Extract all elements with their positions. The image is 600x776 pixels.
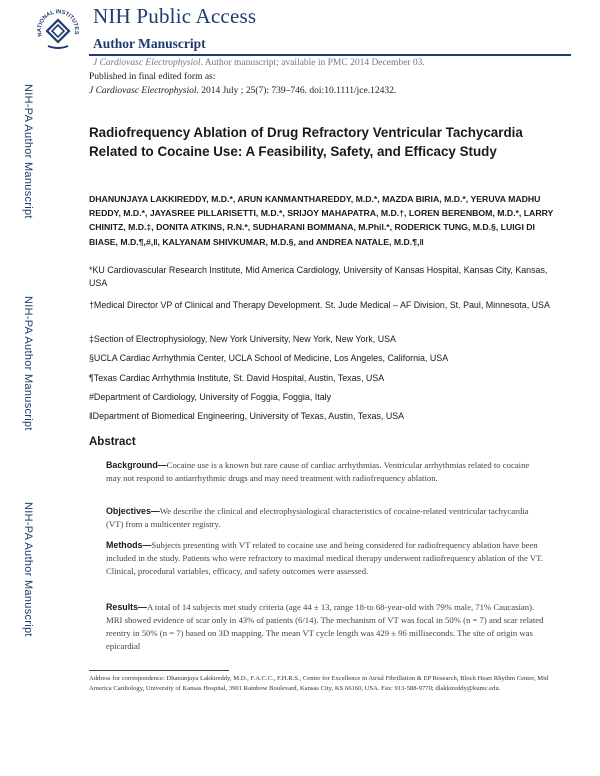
- affiliation: †Medical Director VP of Clinical and Therapy Development. St. Jude Medical – AF Division, St. Paul, Minnesota, USA: [89, 300, 550, 310]
- citation-journal: J Cardiovasc Electrophysiol: [89, 86, 197, 96]
- author-manuscript-label: Author Manuscript: [93, 36, 206, 51]
- side-label-top: NIH-PA Author Manuscript: [22, 84, 34, 219]
- article-title: Radiofrequency Ablation of Drug Refractory Ventricular Tachycardia Related to Cocaine Use: A Feasibility, Safety, and Efficacy Study: [89, 125, 523, 159]
- availability-text: . Author manuscript; available in PMC 2014 December 03.: [200, 58, 425, 68]
- correspondence-footnote[interactable]: Address for correspondence: Dhanunjaya Lakkireddy, M.D., F.A.C.C., F.H.R.S., Center for Excellence in Atrial Fibrillation & EP Research, Bloch Heart Rhythm Center, Mid America Cardiology, University of Kansas Hospital, 3901 Rainbow Boulevard, Kansas City, KS 66160, USA. Fax: 913-588-9770; dlakkireddy@kumc.edu.: [89, 675, 549, 692]
- affiliation: ‡Section of Electrophysiology, New York University, New York, New York, USA: [89, 334, 396, 344]
- citation: [89, 86, 396, 96]
- section-label: Results—: [106, 602, 147, 612]
- affiliation: §UCLA Cardiac Arrhythmia Center, UCLA School of Medicine, Los Angeles, California, USA: [89, 353, 449, 363]
- section-text: Cocaine use is a known but rare cause of cardiac arrhythmias. Ventricular arrhythmias related to cocaine may not respond to antiarrhythmic drugs and may need treatment with radiofrequency ablation.: [106, 460, 530, 483]
- abstract-heading: Abstract: [89, 436, 136, 448]
- author-list: DHANUNJAYA LAKKIREDDY, M.D.*, ARUN KANMANTHAREDDY, M.D.*, MAZDA BIRIA, M.D.*, YERUVA MADHU REDDY, M.D.*, JAYASREE PILLARISETTI, M.D.*, SRIJOY MAHAPATRA, M.D.†, LOREN BERENBOM, M.D.*, LARRY CHINITZ, M.D.‡, DONITA ATKINS, R.N.*, SUDHARANI BOMMANA, M.Phil.*, RODERICK TUNG, M.D.§, LUIGI DI BIASE, M.D.¶,#,‖, KALYANAM SHIVKUMAR, M.D.§, and ANDREA NATALE, M.D.¶,‖: [89, 194, 554, 247]
- footnote-divider: [89, 670, 229, 671]
- section-text: We describe the clinical and electrophysiological characteristics of cocaine-related ventricular tachycardia (VT) from a multicenter registry.: [106, 506, 529, 529]
- logo-lettering: NATIONAL INSTITUTES: [36, 9, 80, 38]
- availability-line: [93, 58, 425, 68]
- section-label: Background—: [106, 460, 167, 470]
- affiliation: #Department of Cardiology, University of Foggia, Foggia, Italy: [89, 392, 332, 402]
- published-label: Published in final edited form as:: [89, 72, 216, 82]
- side-label-middle: NIH-PA Author Manuscript: [22, 296, 34, 431]
- nih-logo: [34, 6, 82, 54]
- header-divider: [89, 54, 571, 56]
- section-text: Subjects presenting with VT related to cocaine use and being considered for radiofrequency ablation have been included in the study. Patients who were refractory to maximal medical therapy underwent radiofrequency ablation of the VT. Clinical, procedural variables, efficacy, and safety outcomes were assessed.: [106, 540, 543, 576]
- section-label: Methods—: [106, 540, 152, 550]
- citation-details: . 2014 July ; 25(7): 739–746. doi:10.1111/jce.12432.: [196, 86, 397, 96]
- abstract-background: [106, 459, 546, 485]
- nih-public-access-title: NIH Public Access: [93, 4, 257, 28]
- section-text: A total of 14 subjects met study criteria (age 44 ± 13, range 18-to 68-year-old with 79% male, 71% Caucasian). MRI showed evidence of scar only in 43% of patients (6/14). The mechanism of VT was focal in 50% (n = 7) and scar related reentry in 50% (n = 7) based on 3D mapping. The mean VT cycle length was 429 ± 96 milliseconds. The site of origin was epicardial: [106, 602, 544, 651]
- abstract-objectives: [106, 505, 546, 531]
- affiliation: *KU Cardiovascular Research Institute, Mid America Cardiology, University of Kansas Hospital, Kansas City, Kansas, USA: [89, 265, 548, 288]
- affiliation: ‖Department of Biomedical Engineering, University of Texas, Austin, Texas, USA: [89, 411, 405, 421]
- section-label: Objectives—: [106, 506, 160, 516]
- side-label-bottom: NIH-PA Author Manuscript: [22, 502, 34, 637]
- affiliation: ¶Texas Cardiac Arrhythmia Institute, St. David Hospital, Austin, Texas, USA: [89, 373, 385, 383]
- availability-journal: J Cardiovasc Electrophysiol: [93, 58, 201, 68]
- abstract-methods: [106, 539, 546, 578]
- abstract-results: [106, 601, 546, 653]
